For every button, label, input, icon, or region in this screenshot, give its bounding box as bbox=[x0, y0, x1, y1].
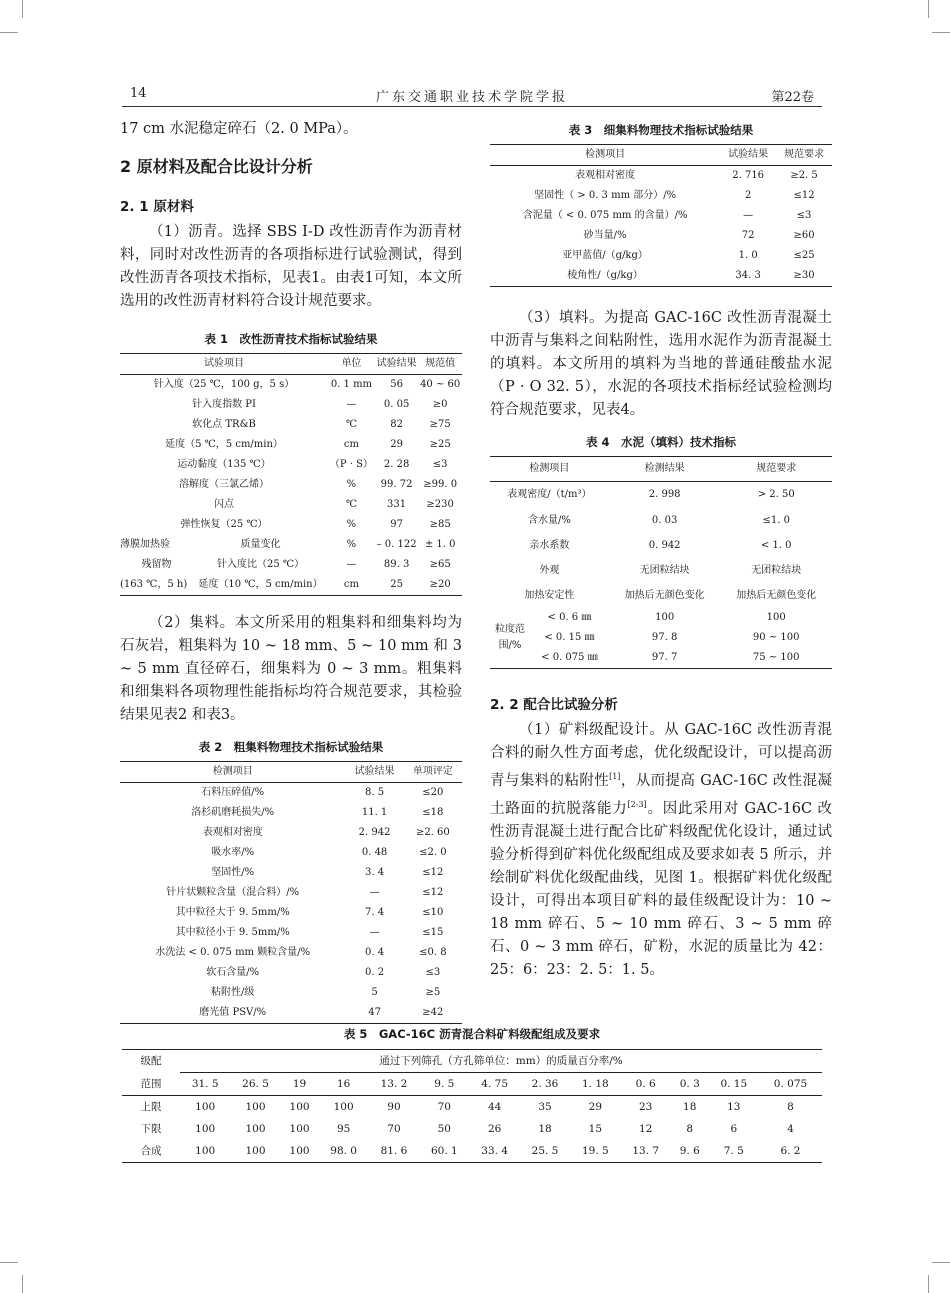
table3-header-cell: 规范要求 bbox=[776, 145, 832, 166]
table-cell: ≤10 bbox=[422, 907, 444, 918]
table-cell: 其中粒径小于 9. 5mm/% bbox=[175, 927, 290, 938]
table-cell: — bbox=[369, 927, 380, 938]
table-cell: ≥85 bbox=[429, 519, 451, 530]
table-cell: 4 bbox=[787, 1122, 794, 1135]
table-row bbox=[120, 395, 462, 415]
table-row bbox=[122, 1095, 822, 1118]
table-cell: 级配 bbox=[122, 1050, 180, 1073]
table-row bbox=[120, 963, 462, 983]
table-cell: 外观 bbox=[539, 565, 560, 576]
table-cell: 含泥量（ < 0. 075 mm 的含量）/% bbox=[522, 210, 688, 221]
table-cell: 3. 4 bbox=[365, 867, 385, 878]
journal-title: 广东交通职业技术学院学报 bbox=[375, 90, 568, 105]
table2 bbox=[120, 761, 462, 1024]
table-row bbox=[120, 1003, 462, 1024]
table-cell: 延度（5 ℃，5 cm/min） bbox=[165, 439, 283, 450]
table-cell: 0. 48 bbox=[361, 847, 388, 858]
citation-ref: [1] bbox=[609, 772, 621, 781]
table-cell: 331 bbox=[387, 499, 407, 510]
table-cell: ≥65 bbox=[429, 559, 451, 570]
table-row bbox=[120, 375, 462, 396]
table-cell: 81. 6 bbox=[369, 1140, 419, 1163]
table-cell: 25. 5 bbox=[520, 1140, 570, 1163]
table-cell: 98. 0 bbox=[318, 1140, 368, 1163]
table-cell: 0. 6 bbox=[621, 1073, 671, 1096]
table-cell: 磨光值 PSV/% bbox=[120, 1003, 345, 1024]
table-cell: 坚固性（ > 0. 3 mm 部分）/% bbox=[534, 190, 677, 201]
table-cell: 0. 2 bbox=[365, 967, 385, 978]
table-row bbox=[490, 533, 832, 558]
table-cell: ℃ bbox=[345, 419, 358, 430]
table-cell: 12 bbox=[639, 1122, 653, 1135]
table-cell: 水洗法 < 0. 075 mm 颗粒含量/% bbox=[155, 947, 311, 958]
table-cell: 18 bbox=[538, 1122, 552, 1135]
table-cell: < 0. 15 ㎜ bbox=[544, 632, 595, 643]
table-cell: 13 bbox=[727, 1100, 741, 1113]
table-row bbox=[120, 515, 462, 535]
table-cell: 软石含量/% bbox=[206, 967, 260, 978]
table-cell: 40 ~ 60 bbox=[420, 379, 461, 390]
table-cell: 19. 5 bbox=[570, 1140, 620, 1163]
table-cell: – 0. 122 bbox=[376, 539, 417, 550]
mix-text-a: （1）矿料级配设计。从 GAC-16C 改性沥青混合料的耐久性方面考虑，优化级配设计，可以提高沥青与集料的粘附性 bbox=[490, 722, 832, 789]
table-cell: 56 bbox=[390, 379, 403, 390]
table-row bbox=[120, 415, 462, 435]
table-cell: 47 bbox=[345, 1003, 403, 1024]
table-cell: 44 bbox=[487, 1100, 502, 1113]
table-cell: 下限 bbox=[140, 1122, 162, 1135]
table-cell: 70 bbox=[437, 1100, 451, 1113]
table-cell: 97. 7 bbox=[609, 648, 721, 669]
table-row bbox=[490, 648, 832, 669]
table-cell: < 0. 075 ㎜ bbox=[530, 648, 609, 669]
table-cell: 含水量/% bbox=[527, 515, 571, 526]
table-cell: 质量变化 bbox=[240, 539, 281, 550]
table-cell: ≥75 bbox=[429, 419, 451, 430]
section-2-1-title: 2. 1 原材料 bbox=[120, 199, 194, 215]
table-cell: 表观相对密度 bbox=[575, 170, 636, 181]
table-cell: 6 bbox=[730, 1122, 738, 1135]
table-cell: 90 bbox=[387, 1100, 401, 1113]
table5 bbox=[122, 1049, 822, 1163]
table-cell: 通过下列筛孔（方孔筛单位：mm）的质量百分率/% bbox=[180, 1050, 822, 1073]
table5-block bbox=[122, 1026, 822, 1163]
table-cell: 18 bbox=[683, 1100, 697, 1113]
table-cell: 100 bbox=[289, 1122, 310, 1135]
table-cell: 8 bbox=[787, 1100, 794, 1113]
table-cell: 2. 998 bbox=[648, 489, 681, 500]
table-cell: 洛杉矶磨耗损失/% bbox=[191, 807, 275, 818]
crop-mark bbox=[932, 32, 950, 33]
table-cell: 加热后无颜色变化 bbox=[736, 589, 817, 601]
table-cell: ≤2. 0 bbox=[419, 847, 447, 858]
table-cell: 2 bbox=[744, 190, 752, 201]
table-cell: 亲水系数 bbox=[529, 540, 570, 551]
table-row bbox=[120, 983, 462, 1003]
table-cell: 11. 1 bbox=[361, 807, 388, 818]
table-row bbox=[490, 186, 832, 206]
table-cell: 6. 2 bbox=[759, 1140, 822, 1163]
table-row bbox=[120, 823, 462, 843]
table3-header-cell: 试验结果 bbox=[720, 145, 776, 166]
crop-mark bbox=[932, 1262, 950, 1263]
table-cell: ≥230 bbox=[426, 499, 454, 510]
paragraph-mix-design bbox=[490, 719, 832, 982]
table-cell: 无团粒结块 bbox=[639, 564, 690, 576]
table-cell: ≤20 bbox=[422, 787, 444, 798]
table-cell: < 0. 6 ㎜ bbox=[547, 612, 592, 623]
table-cell: ≤12 bbox=[422, 887, 444, 898]
crop-mark bbox=[0, 32, 18, 33]
table4-header-cell: 规范要求 bbox=[720, 457, 832, 482]
table-cell: （P · S） bbox=[329, 459, 373, 470]
mix-text-b: ，从而提高 GAC-16C 改性混凝土路面的抗脱落能力 bbox=[490, 772, 833, 817]
table4-header-row bbox=[490, 457, 832, 482]
table-row bbox=[120, 803, 462, 823]
crop-mark bbox=[22, 0, 23, 18]
table-cell: ≥20 bbox=[418, 575, 462, 596]
left-column bbox=[120, 118, 462, 1024]
table-cell: 0. 03 bbox=[651, 514, 678, 526]
table-cell: ≥60 bbox=[793, 230, 815, 241]
table-cell: ≤0. 8 bbox=[419, 947, 447, 958]
table-cell: 亚甲蓝值/（g/kg） bbox=[562, 250, 648, 261]
table-cell: 2. 942 bbox=[358, 827, 391, 838]
table-row bbox=[490, 558, 832, 583]
table-cell: 0. 075 bbox=[759, 1073, 822, 1096]
table-cell: 4. 75 bbox=[469, 1073, 519, 1096]
table-cell: — bbox=[346, 559, 357, 570]
table-cell: 26. 5 bbox=[230, 1073, 280, 1096]
table-cell: 7. 5 bbox=[709, 1140, 759, 1163]
table-cell: 0. 1 mm bbox=[330, 379, 373, 390]
table-cell: 100 bbox=[245, 1122, 266, 1135]
table-cell: cm bbox=[343, 439, 359, 450]
table-cell: 35 bbox=[538, 1100, 552, 1113]
table-cell: > 2. 50 bbox=[757, 489, 795, 500]
table-cell: 上限 bbox=[140, 1100, 162, 1113]
table5-caption: 表 5 GAC-16C 沥青混合料矿料级配组成及要求 bbox=[343, 1027, 601, 1041]
crop-mark bbox=[928, 1275, 929, 1293]
table-cell: ≤12 bbox=[793, 190, 815, 201]
table-row bbox=[122, 1118, 822, 1140]
table-row bbox=[120, 535, 462, 555]
table-row bbox=[120, 843, 462, 863]
table-row bbox=[120, 575, 462, 596]
table-cell: 无团粒结块 bbox=[751, 564, 802, 576]
table-row bbox=[490, 266, 832, 287]
table-cell: ≤18 bbox=[422, 807, 444, 818]
table-row bbox=[120, 863, 462, 883]
crop-mark bbox=[928, 0, 929, 18]
paragraph-aggregate: （2）集料。本文所采用的粗集料和细集料均为石灰岩，粗集料为 10 ~ 18 mm、5 ~ 10 mm 和 3 ~ 5 mm 直径碎石，细集料为 0 ~ 3 mm。粗集料和细集料各项物理性能指标均符合规范要求，其检验结果见表2 和表3。 bbox=[120, 615, 462, 723]
table-cell: 100 bbox=[281, 1140, 319, 1163]
table-row bbox=[490, 166, 832, 187]
table-row bbox=[120, 495, 462, 515]
table-cell: 针入度（25 ℃，100 g，5 s） bbox=[153, 379, 295, 390]
table-cell: 0. 05 bbox=[383, 399, 410, 410]
table-row bbox=[120, 555, 462, 575]
table-row bbox=[490, 628, 832, 648]
table4-caption: 表 4 水泥（填料）技术指标 bbox=[585, 435, 736, 449]
table4-header-cell: 检测结果 bbox=[609, 457, 721, 482]
table-cell: 33. 4 bbox=[469, 1140, 519, 1163]
table4 bbox=[490, 456, 832, 669]
table3 bbox=[490, 144, 832, 287]
citation-ref: [2-3] bbox=[627, 799, 647, 809]
table-row bbox=[490, 226, 832, 246]
table1-header-cell: 试验项目 bbox=[120, 354, 328, 375]
table-cell: 9. 5 bbox=[419, 1073, 469, 1096]
table-cell: 棱角性/（g/kg） bbox=[490, 266, 720, 287]
crop-mark bbox=[22, 1275, 23, 1293]
table-cell: 16 bbox=[318, 1073, 368, 1096]
table3-header-row bbox=[490, 145, 832, 166]
table-cell: 弹性恢复（25 ℃） bbox=[180, 519, 268, 530]
table-cell: 9. 6 bbox=[671, 1140, 709, 1163]
table-cell: — bbox=[743, 210, 754, 221]
table-cell: 82 bbox=[390, 419, 403, 430]
table-cell: 100 bbox=[245, 1100, 266, 1113]
table-cell: 100 bbox=[766, 612, 786, 623]
continued-line: 17 cm 水泥稳定碎石（2. 0 MPa）。 bbox=[120, 121, 358, 137]
table-cell: 表观相对密度 bbox=[202, 827, 263, 838]
table-cell: 残留物 bbox=[141, 559, 172, 570]
table-cell: ≥42 bbox=[404, 1003, 462, 1024]
table-cell: 50 bbox=[437, 1122, 451, 1135]
table-cell: 100 bbox=[333, 1100, 354, 1113]
table-cell: 100 bbox=[655, 612, 675, 623]
mix-text-c: 。因此采用对 GAC-16C 改性沥青混凝土进行配合比矿料级配优化设计，通过试验分析得到矿料优化级配组成及要求如表 5 所示，并绘制矿料优化级配曲线，见图 1。根据矿料优化级配设计，可得出本项目矿料的最佳级配设计为：10 ~ 18 mm 碎石、5 ~ 10 mm 碎石、3 ~ 5 mm 碎石、0 ~ 3 mm 碎石，矿粉，水泥的质量比为 42：25：6：23：2. 5：1. 5。 bbox=[490, 800, 832, 978]
table-row bbox=[120, 783, 462, 804]
table-cell: ≥2. 5 bbox=[790, 170, 818, 181]
table-cell: 25 bbox=[375, 575, 418, 596]
table-cell: 延度（10 ℃，5 cm/min） bbox=[193, 575, 328, 596]
table3-caption: 表 3 细集料物理技术指标试验结果 bbox=[568, 123, 754, 137]
table2-caption: 表 2 粗集料物理技术指标试验结果 bbox=[198, 740, 384, 754]
table-cell: 坚固性/% bbox=[211, 867, 255, 878]
table-cell: (163 ℃，5 h) bbox=[120, 575, 193, 596]
table1-header-cell: 单位 bbox=[328, 354, 375, 375]
section-2-2-title: 2. 2 配合比试验分析 bbox=[490, 697, 618, 713]
table-row bbox=[122, 1140, 822, 1163]
right-column bbox=[490, 122, 832, 982]
table-cell: — bbox=[369, 887, 380, 898]
table-cell: 薄膜加热验 bbox=[120, 539, 170, 550]
table-cell: 13. 2 bbox=[369, 1073, 419, 1096]
table-row bbox=[120, 435, 462, 455]
table-cell: 100 bbox=[230, 1140, 280, 1163]
table-cell: 2. 28 bbox=[383, 459, 410, 470]
table-row bbox=[490, 583, 832, 608]
table-cell: ≥2. 60 bbox=[415, 827, 450, 838]
table2-header-cell: 单项评定 bbox=[404, 762, 462, 783]
volume-label: 第22卷 bbox=[771, 90, 814, 105]
table-cell: 75 ~ 100 bbox=[720, 648, 832, 669]
table-cell: ≤3 bbox=[796, 210, 812, 221]
table-cell: 0. 942 bbox=[648, 539, 681, 551]
table-cell: 石料压碎值/% bbox=[201, 787, 265, 798]
table-row bbox=[120, 903, 462, 923]
table-cell: 砂当量/% bbox=[583, 230, 627, 241]
table-cell: cm bbox=[328, 575, 375, 596]
table-row bbox=[120, 923, 462, 943]
table1-header-cell: 试验结果 bbox=[375, 354, 418, 375]
table-cell: 29 bbox=[390, 439, 403, 450]
table-cell: 0. 15 bbox=[709, 1073, 759, 1096]
table-row bbox=[120, 883, 462, 903]
table-cell: 针入度指数 PI bbox=[192, 399, 256, 410]
table4-header-cell: 检测项目 bbox=[490, 457, 609, 482]
table-cell: 13. 7 bbox=[621, 1140, 671, 1163]
table-cell: ≤12 bbox=[422, 867, 444, 878]
table-cell: 70 bbox=[387, 1122, 401, 1135]
table-cell: 29 bbox=[588, 1100, 603, 1113]
table-cell: 其中粒径大于 9. 5mm/% bbox=[175, 907, 290, 918]
table-cell: ≤25 bbox=[793, 250, 815, 261]
table-cell: ≤3 bbox=[432, 459, 448, 470]
table-cell: 2. 36 bbox=[520, 1073, 570, 1096]
table-cell: 99. 72 bbox=[380, 479, 413, 490]
table-cell: 23 bbox=[639, 1100, 653, 1113]
section-2-title: 2 原材料及配合比设计分析 bbox=[120, 157, 313, 176]
table-cell: ≥0 bbox=[432, 399, 448, 410]
table2-header-cell: 检测项目 bbox=[120, 762, 345, 783]
table-cell: 100 bbox=[180, 1140, 230, 1163]
table-row bbox=[120, 943, 462, 963]
table1-caption: 表 1 改性沥青技术指标试验结果 bbox=[204, 332, 378, 346]
table-cell: % bbox=[346, 539, 357, 550]
table-cell: ± 1. 0 bbox=[424, 539, 456, 550]
table-cell: ≤1. 0 bbox=[762, 514, 790, 526]
page-number: 14 bbox=[130, 86, 147, 101]
table-cell: 针片状颗粒含量（混合料）/% bbox=[166, 887, 300, 898]
table-cell: 19 bbox=[281, 1073, 319, 1096]
table-cell: 吸水率/% bbox=[211, 847, 255, 858]
paragraph-asphalt: （1）沥青。选择 SBS I-D 改性沥青作为沥青材料，同时对改性沥青的各项指标进行试验测试，得到改性沥青各项技术指标，见表1。由表1可知，本文所选用的改性沥青材料符合设计规范要求。 bbox=[120, 224, 462, 309]
table2-header-cell: 试验结果 bbox=[345, 762, 403, 783]
crop-mark bbox=[0, 1262, 18, 1263]
table-cell: 100 bbox=[195, 1100, 216, 1113]
table-cell: 1. 18 bbox=[570, 1073, 620, 1096]
table-row bbox=[120, 475, 462, 495]
table-cell: 0. 4 bbox=[365, 947, 385, 958]
table-cell: 8. 5 bbox=[365, 787, 385, 798]
table-cell: 34. 3 bbox=[720, 266, 776, 287]
table1 bbox=[120, 353, 462, 596]
table-cell: 5 bbox=[371, 987, 378, 998]
table1-header-row bbox=[120, 354, 462, 375]
table3-header-cell: 检测项目 bbox=[490, 145, 720, 166]
table-cell: 89. 3 bbox=[383, 559, 410, 570]
table-cell: 粘附性/级 bbox=[211, 987, 255, 998]
table-cell: ≥99. 0 bbox=[423, 479, 458, 490]
table-cell: 针入度比（25 ℃） bbox=[216, 559, 305, 570]
table-cell: 合成 bbox=[122, 1140, 180, 1163]
table-cell: ≥25 bbox=[429, 439, 451, 450]
running-header bbox=[122, 84, 822, 107]
table-cell: 72 bbox=[741, 230, 755, 241]
table-cell: 60. 1 bbox=[419, 1140, 469, 1163]
table-cell: — bbox=[346, 399, 357, 410]
table-cell: 100 bbox=[195, 1122, 216, 1135]
table-cell: 90 ~ 100 bbox=[752, 632, 800, 643]
table-cell: % bbox=[346, 519, 357, 530]
table-cell: 31. 5 bbox=[180, 1073, 230, 1096]
table-cell: 97. 8 bbox=[651, 632, 678, 643]
table-cell: ℃ bbox=[345, 499, 358, 510]
table-cell: 溶解度（三氯乙烯） bbox=[179, 479, 269, 490]
table-cell: 加热后无颜色变化 bbox=[624, 589, 705, 601]
table-cell: 表观密度/（t/m³） bbox=[507, 489, 592, 500]
table-cell: 软化点 TR&B bbox=[192, 419, 256, 430]
table-cell: 100 bbox=[289, 1100, 310, 1113]
table-cell: 97 bbox=[390, 519, 403, 530]
table-cell: % bbox=[346, 479, 357, 490]
table-cell: 95 bbox=[336, 1122, 351, 1135]
table-cell: < 1. 0 bbox=[760, 539, 792, 551]
table-cell: 7. 4 bbox=[365, 907, 385, 918]
table-cell: 范围 bbox=[122, 1073, 180, 1096]
table-cell: 1. 0 bbox=[738, 250, 758, 261]
table-row bbox=[490, 608, 832, 628]
table-row bbox=[490, 508, 832, 533]
table-row bbox=[490, 482, 832, 509]
table2-header-row bbox=[120, 762, 462, 783]
table-cell: 8 bbox=[686, 1122, 694, 1135]
table-cell: ≤15 bbox=[422, 927, 444, 938]
table-cell: 加热安定性 bbox=[524, 590, 575, 601]
table-cell: ≥30 bbox=[776, 266, 832, 287]
table5-sieve-row bbox=[122, 1073, 822, 1096]
table-cell: 运动黏度（135 ℃） bbox=[177, 459, 271, 470]
table5-header-row bbox=[122, 1050, 822, 1073]
table-cell: 2. 716 bbox=[732, 170, 765, 181]
table-row bbox=[490, 246, 832, 266]
table1-header-cell: 规范值 bbox=[418, 354, 462, 375]
table-cell: ≤3 bbox=[425, 967, 441, 978]
table-cell: 粒度范围/% bbox=[490, 608, 530, 669]
table-cell: 26 bbox=[487, 1122, 502, 1135]
table-row bbox=[120, 455, 462, 475]
table-cell: ≥5 bbox=[425, 987, 441, 998]
table-cell: 闪点 bbox=[214, 499, 234, 510]
table-cell: 0. 3 bbox=[671, 1073, 709, 1096]
paragraph-filler: （3）填料。为提高 GAC-16C 改性沥青混凝土中沥青与集料之间粘附性，选用水泥作为沥青混凝土的填料。本文所用的填料为当地的普通硅酸盐水泥（P · O 32. 5），水泥的各项技术指标经试验检测均符合规范要求，见表4。 bbox=[490, 310, 832, 418]
table-cell: 15 bbox=[588, 1122, 603, 1135]
table-row bbox=[490, 206, 832, 226]
